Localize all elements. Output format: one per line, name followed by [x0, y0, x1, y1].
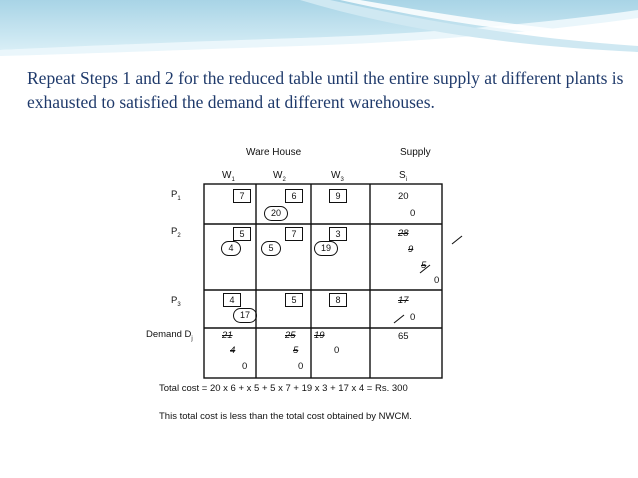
conclusion-note: This total cost is less than the total cost obtained by NWCM.	[159, 411, 412, 422]
demand-w1-initial: 21	[222, 330, 233, 341]
demand-total: 65	[398, 331, 409, 342]
supply-p2-step2: 5	[421, 260, 427, 271]
allocation-p3-w1: 17	[233, 308, 257, 323]
supply-p2-initial: 28	[398, 228, 409, 239]
supply-title: Supply	[400, 147, 431, 158]
demand-w2-step1: 5	[293, 345, 299, 356]
supply-p1-initial: 20	[398, 191, 409, 202]
cost-p3-w3: 8	[329, 293, 347, 307]
cost-p2-w1: 5	[233, 227, 251, 241]
cost-p1-w1: 7	[233, 189, 251, 203]
slide-header-banner	[0, 0, 638, 60]
row-label-demand: Demand $D_j$	[146, 329, 193, 342]
row-label-p1: $P_1$	[171, 189, 181, 202]
col-header-w1: $W_1$	[222, 170, 235, 183]
allocation-p2-w3: 19	[314, 241, 338, 256]
transportation-table-image	[118, 142, 522, 436]
demand-w3-remaining: 0	[334, 345, 340, 356]
total-cost-line: Total cost = 20 x 6 + x 5 + 5 x 7 + 19 x 3 + 17 x 4 = Rs. 300	[159, 383, 408, 394]
slide-heading: Repeat Steps 1 and 2 for the reduced table until the entire supply at different plants is exhausted to satisfied the demand at different warehouses.	[27, 68, 624, 112]
cost-p2-w3: 3	[329, 227, 347, 241]
supply-p2-step1: 9	[408, 244, 414, 255]
demand-w2-initial: 25	[285, 330, 296, 341]
demand-w1-remaining: 0	[242, 361, 248, 372]
demand-w1-step1: 4	[230, 345, 236, 356]
cost-p2-w2: 7	[285, 227, 303, 241]
row-label-p3: $P_3$	[171, 295, 181, 308]
allocation-p2-w1: 4	[221, 241, 241, 256]
supply-p2-remaining: 0	[434, 275, 440, 286]
col-header-w2: $W_2$	[273, 170, 286, 183]
allocation-p2-w2: 5	[261, 241, 281, 256]
supply-p1-remaining: 0	[410, 208, 416, 219]
demand-w2-remaining: 0	[298, 361, 304, 372]
row-label-p2: $P_2$	[171, 226, 181, 239]
cost-p3-w2: 5	[285, 293, 303, 307]
col-header-w3: $W_3$	[331, 170, 344, 183]
cost-p3-w1: 4	[223, 293, 241, 307]
supply-p3-initial: 17	[398, 295, 409, 306]
supply-p3-remaining: 0	[410, 312, 416, 323]
allocation-p1-w2: 20	[264, 206, 288, 221]
cost-p1-w2: 6	[285, 189, 303, 203]
cost-p1-w3: 9	[329, 189, 347, 203]
col-header-supply: $S_i$	[399, 170, 408, 183]
warehouse-title: Ware House	[246, 147, 302, 158]
demand-w3-initial: 19	[314, 330, 325, 341]
